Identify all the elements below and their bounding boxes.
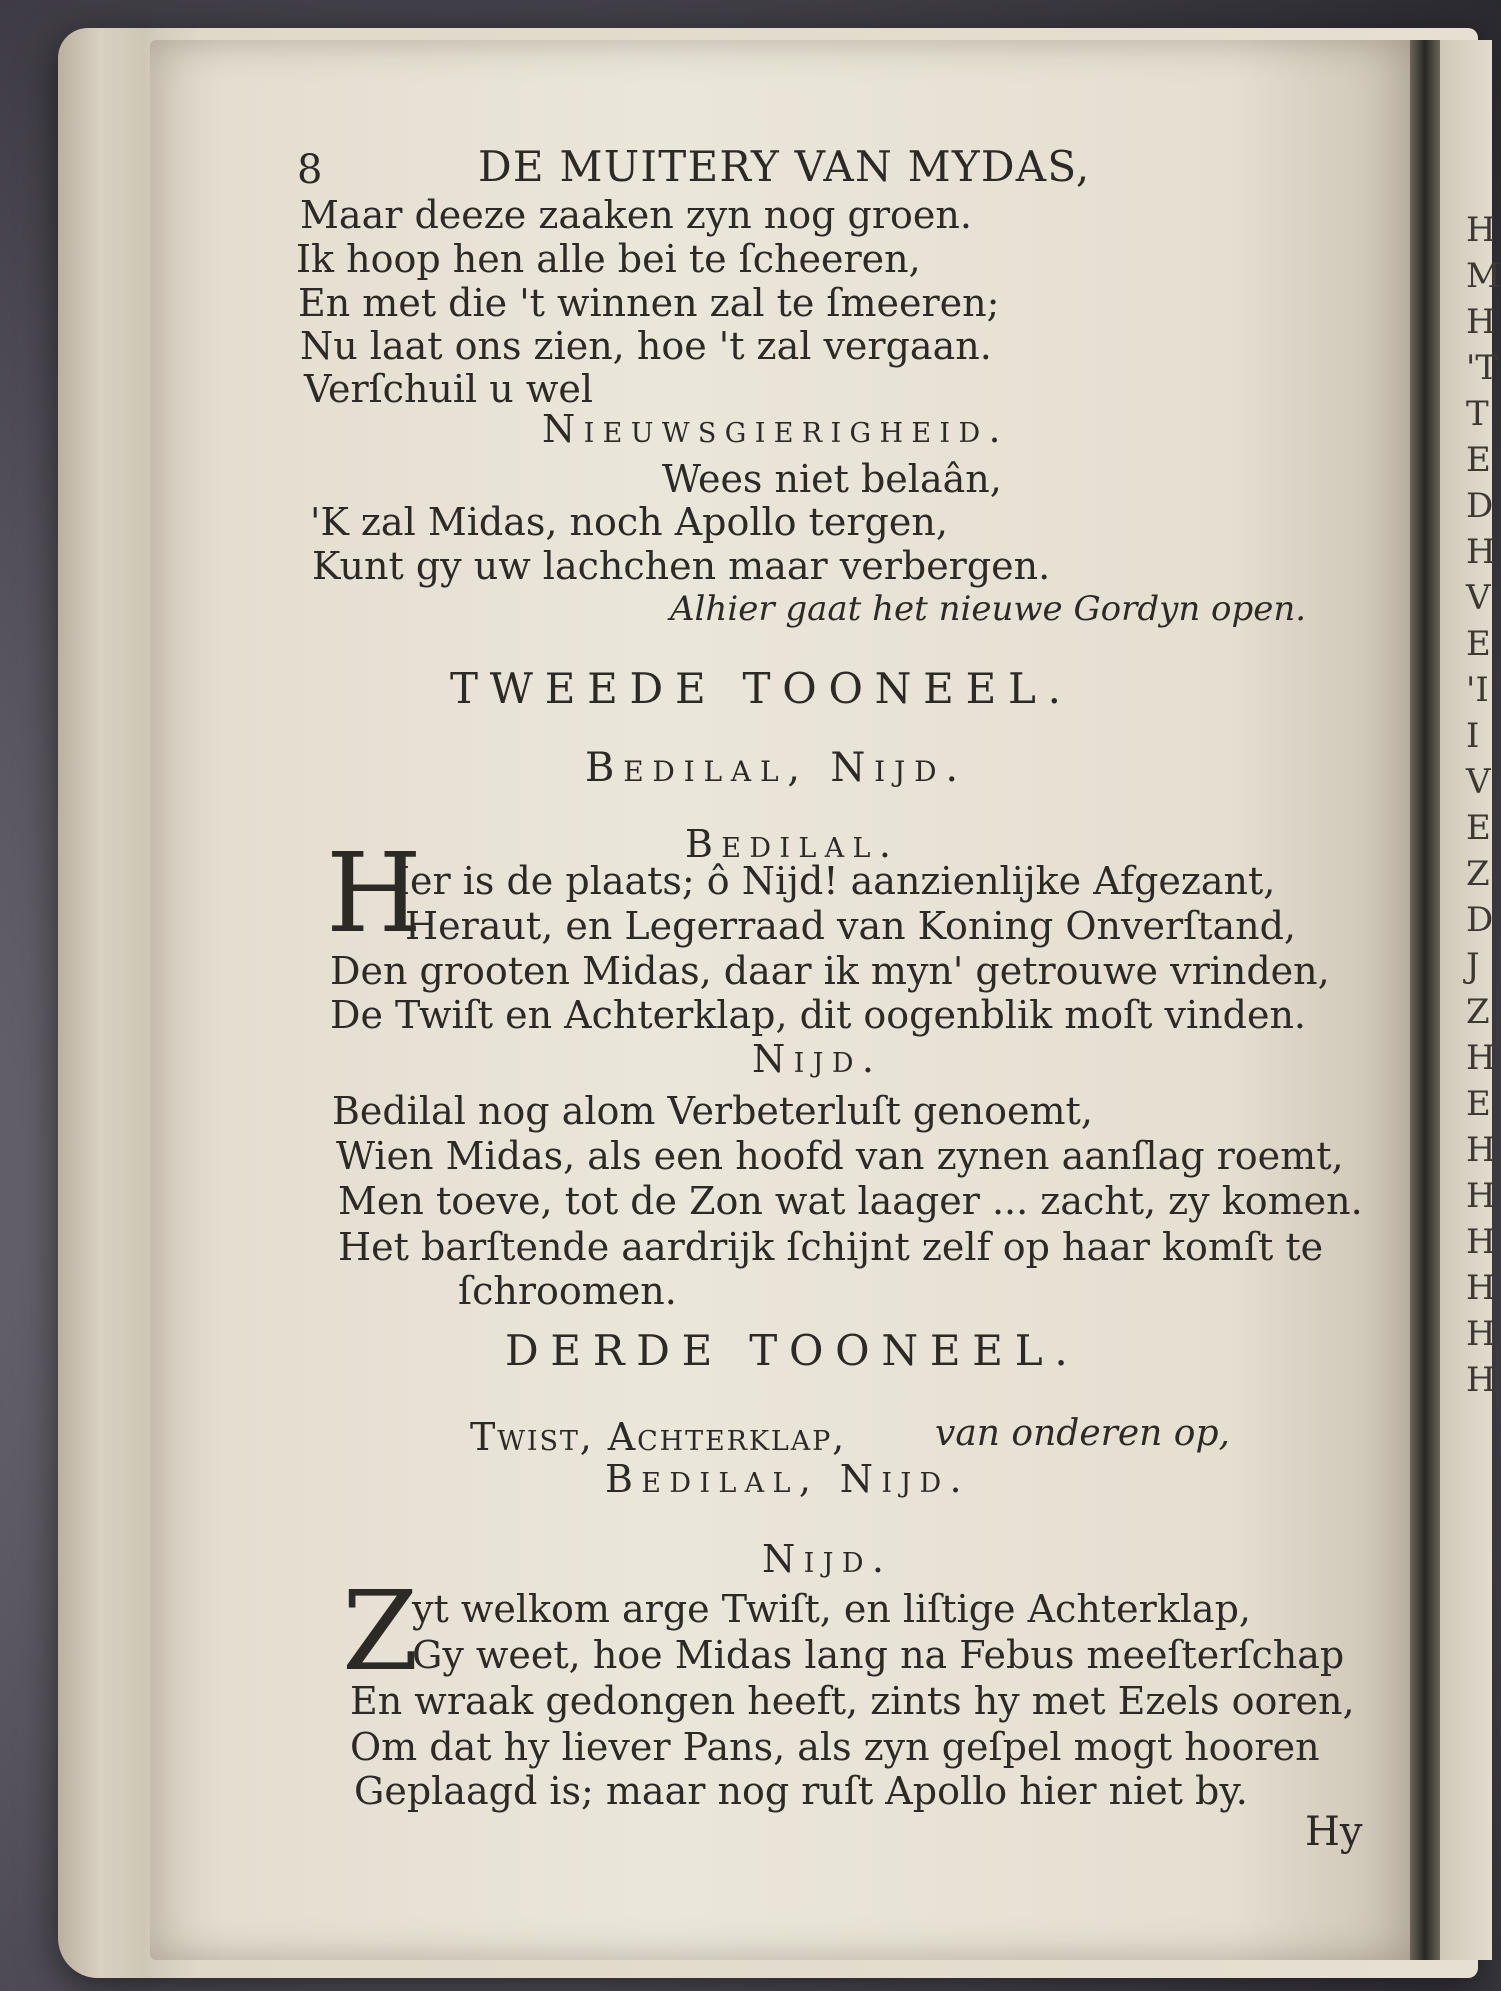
- facing-page-fragment: H: [1466, 210, 1496, 250]
- verse-line: Ier is de plaats; ô Nijd! aanzienlijke Afgezant,: [395, 859, 1276, 903]
- facing-page-fragment: H: [1466, 1222, 1496, 1262]
- verse-line: Om dat hy liever Pans, als zyn geſpel mogt hooren: [350, 1725, 1320, 1769]
- verse-line: Gy weet, hoe Midas lang na Febus meeſterſchap: [412, 1633, 1345, 1677]
- verse-line: Het barſtende aardrijk ſchijnt zelf op haar komſt te: [338, 1225, 1324, 1269]
- facing-page-fragment: Z: [1466, 854, 1490, 894]
- facing-page-fragment: M: [1466, 256, 1501, 296]
- book-gutter: [1410, 40, 1440, 1960]
- facing-page-fragment: Z: [1466, 992, 1490, 1032]
- facing-page-fragment: 'T: [1466, 348, 1499, 388]
- verse-line: En met die 't winnen zal te ſmeeren;: [298, 281, 1000, 325]
- drop-cap: H: [326, 829, 422, 957]
- facing-page-fragment: H: [1466, 532, 1496, 572]
- verse-line: Bedilal nog alom Verbeterluſt genoemt,: [332, 1089, 1093, 1133]
- facing-page-fragment: V: [1466, 762, 1491, 802]
- verse-line: yt welkom arge Twiſt, en liſtige Achterklap,: [412, 1587, 1251, 1631]
- drop-cap: Z: [342, 1567, 419, 1695]
- facing-page-fragment: J: [1466, 946, 1480, 986]
- page-number: 8: [297, 147, 323, 193]
- speaker-name: Nijd.: [762, 1537, 893, 1581]
- verse-line: Den grooten Midas, daar ik myn' getrouwe vrinden,: [330, 949, 1330, 993]
- verse-line: Maar deeze zaaken zyn nog groen.: [300, 193, 972, 237]
- verse-line: Wien Midas, als een hoofd van zynen aanſlag roemt,: [336, 1134, 1344, 1178]
- verse-line: Kunt gy uw lachchen maar verbergen.: [312, 544, 1051, 588]
- running-title: DE MUITERY VAN MYDAS,: [478, 142, 1091, 191]
- facing-page-fragment: H: [1466, 1176, 1496, 1216]
- catchword: Hy: [1305, 1809, 1363, 1855]
- facing-page-fragment: E: [1466, 808, 1491, 848]
- facing-page-fragment: H: [1466, 1130, 1496, 1170]
- scene-characters: Bedilal, Nijd.: [605, 1457, 970, 1501]
- scene-title: TWEEDE TOONEEL.: [450, 664, 1073, 713]
- facing-page-fragment: H: [1466, 1038, 1496, 1078]
- facing-page-fragment: E: [1466, 440, 1491, 480]
- verse-line: Ik hoop hen alle bei te ſcheeren,: [296, 237, 921, 281]
- facing-page-fragment: H: [1466, 1268, 1496, 1308]
- scene-title: DERDE TOONEEL.: [505, 1326, 1080, 1375]
- speaker-name: Nieuwsgierigheid.: [542, 407, 1009, 451]
- verse-line: Geplaagd is; maar nog ruſt Apollo hier niet by.: [354, 1769, 1248, 1813]
- facing-page-fragment: H: [1466, 1314, 1496, 1354]
- stage-direction: Alhier gaat het nieuwe Gordyn open.: [670, 589, 1307, 629]
- facing-page-fragment: 'I: [1466, 670, 1489, 710]
- scene-characters: Twist, Achterklap,: [470, 1415, 847, 1459]
- verse-line: 'K zal Midas, noch Apollo tergen,: [310, 500, 948, 544]
- verse-line: De Twiſt en Achterklap, dit oogenblik moſt vinden.: [330, 993, 1306, 1037]
- verse-line: Men toeve, tot de Zon wat laager ... zacht, zy komen.: [338, 1179, 1363, 1223]
- verse-line: Heraut, en Legerraad van Koning Onverſtand,: [405, 904, 1297, 948]
- facing-page-fragment: I: [1466, 716, 1480, 756]
- verse-line: En wraak gedongen heeft, zints hy met Ezels ooren,: [350, 1679, 1355, 1723]
- verse-line: Wees niet belaân,: [662, 457, 1002, 501]
- facing-page-fragment: T: [1466, 394, 1489, 434]
- facing-page-fragment: D: [1466, 486, 1494, 526]
- scene-characters: Bedilal, Nijd.: [585, 745, 967, 791]
- facing-page-fragment: E: [1466, 1084, 1491, 1124]
- stage-direction: van onderen op,: [935, 1413, 1230, 1454]
- facing-page-fragment: E: [1466, 624, 1491, 664]
- verse-line: Verſchuil u wel: [304, 367, 594, 411]
- facing-page-fragment: D: [1466, 900, 1494, 940]
- verse-line: ſchroomen.: [458, 1269, 677, 1313]
- speaker-name: Bedilal.: [685, 822, 900, 866]
- facing-page-edge: [1440, 40, 1501, 1960]
- facing-page-fragment: H: [1466, 1360, 1496, 1400]
- facing-page-fragment: V: [1466, 578, 1491, 618]
- speaker-name: Nijd.: [752, 1037, 883, 1081]
- verse-line: Nu laat ons zien, hoe 't zal vergaan.: [300, 324, 992, 368]
- facing-page-fragment: H: [1466, 302, 1496, 342]
